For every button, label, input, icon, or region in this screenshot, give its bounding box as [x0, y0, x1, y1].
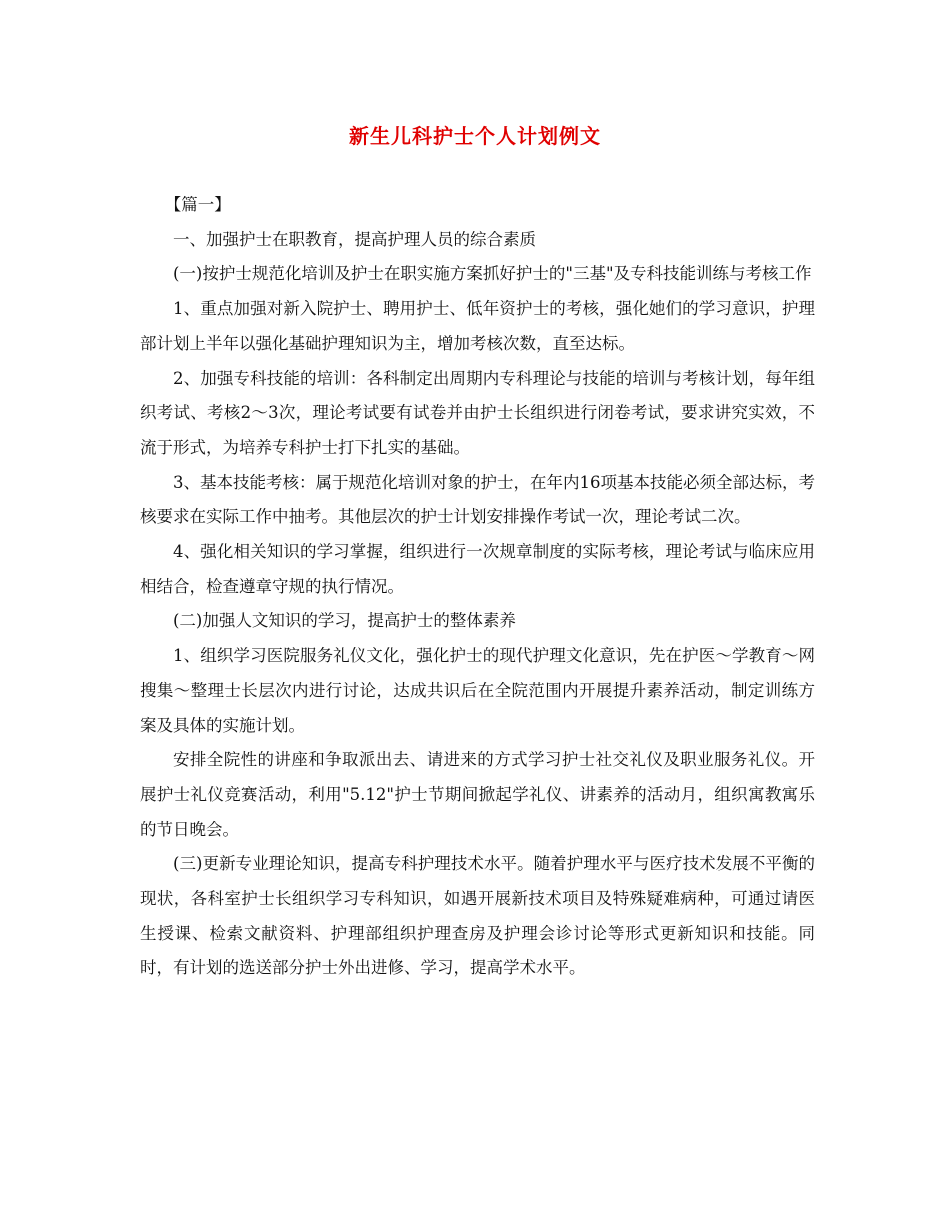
paragraph: 2、加强专科技能的培训：各科制定出周期内专科理论与技能的培训与考核计划，每年组织考试、考核2～3次，理论考试要有试卷并由护士长组织进行闭卷考试，要求讲究实效，不流于形式，为培养专科护士打下扎实的基础。	[140, 368, 815, 457]
subheading-3: (三)更新专业理论知识，提高专科护理技术水平。随着护理水平与医疗技术发展不平衡的现状，各科室护士长组织学习专科知识，如遇开展新技术项目及特殊疑难病种，可通过请医生授课、检索文献资料、护理部组织护理查房及护理会诊讨论等形式更新知识和技能。同时，有计划的选送部分护士外出进修、学习，提高学术水平。	[140, 854, 815, 978]
subheading-1: (一)按护士规范化培训及护士在职实施方案抓好护士的"三基"及专科技能训练与考核工作	[173, 264, 812, 284]
heading-1: 一、加强护士在职教育，提高护理人员的综合素质	[173, 229, 536, 249]
section-label: 【篇一】	[164, 195, 231, 214]
page-title: 新生儿科护士个人计划例文	[349, 124, 601, 148]
subheading-2: (二)加强人文知识的学习，提高护士的整体素养	[173, 611, 516, 631]
paragraph: 1、重点加强对新入院护士、聘用护士、低年资护士的考核，强化她们的学习意识，护理部计划上半年以强化基础护理知识为主，增加考核次数，直至达标。	[140, 299, 815, 353]
paragraph: 4、强化相关知识的学习掌握，组织进行一次规章制度的实际考核，理论考试与临床应用相结合，检查遵章守规的执行情况。	[140, 542, 815, 596]
document-body	[140, 188, 815, 986]
paragraph: 3、基本技能考核：属于规范化培训对象的护士，在年内16项基本技能必须全部达标，考核要求在实际工作中抽考。其他层次的护士计划安排操作考试一次，理论考试二次。	[140, 472, 815, 527]
paragraph: 安排全院性的讲座和争取派出去、请进来的方式学习护士社交礼仪及职业服务礼仪。开展护士礼仪竞赛活动，利用"5.12"护士节期间掀起学礼仪、讲素养的活动月，组织寓教寓乐的节日晚会。	[140, 750, 815, 839]
paragraph: 1、组织学习医院服务礼仪文化，强化护士的现代护理文化意识，先在护医～学教育～网搜集～整理士长层次内进行讨论，达成共识后在全院范围内开展提升素养活动，制定训练方案及具体的实施计划。	[140, 646, 815, 735]
